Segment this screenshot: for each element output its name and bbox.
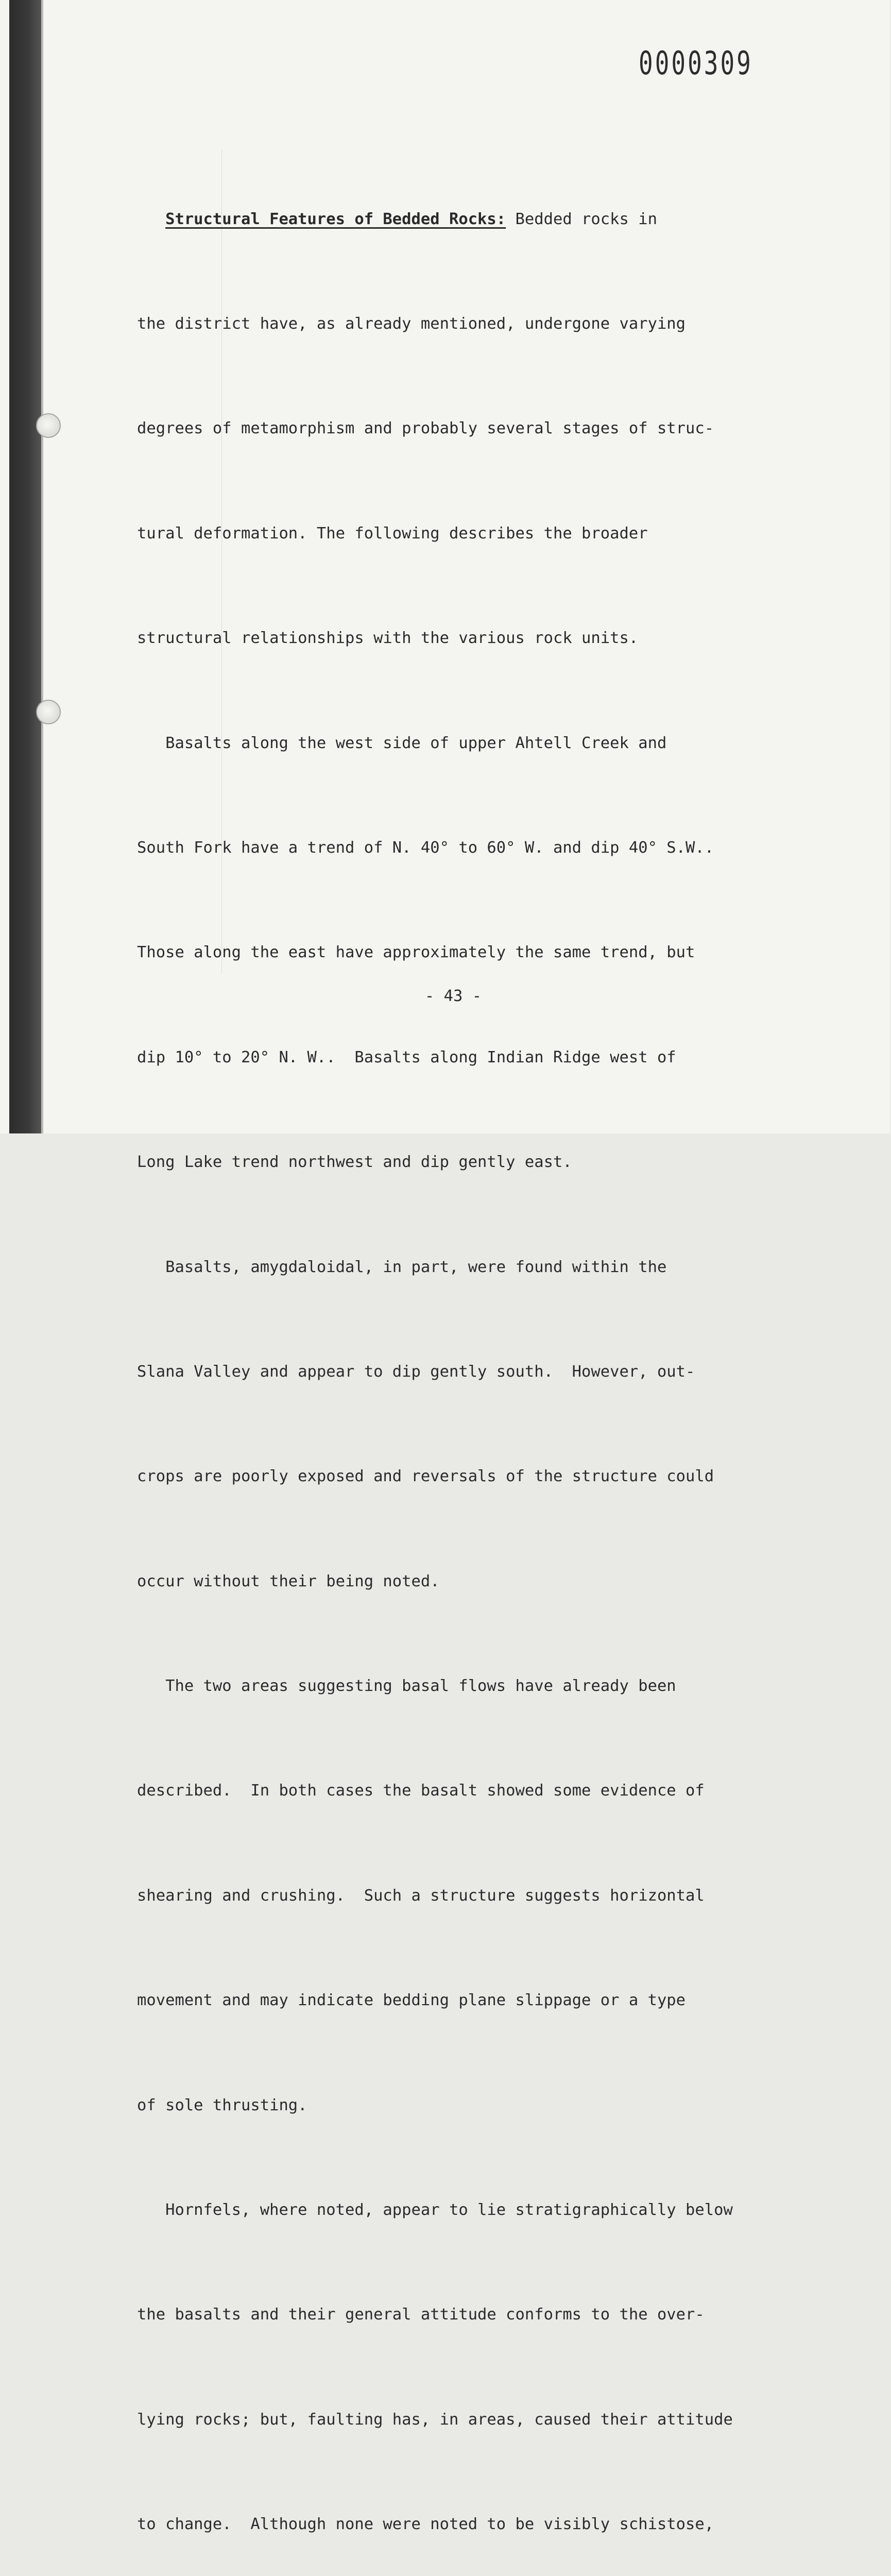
punch-hole bbox=[36, 413, 61, 438]
page-number: - 43 - bbox=[424, 987, 482, 1005]
punch-hole bbox=[36, 700, 61, 724]
text-line: occur without their being noted. bbox=[137, 1572, 440, 1590]
text-line: lying rocks; but, faulting has, in areas, caused their attitude bbox=[137, 2410, 733, 2429]
text-line: South Fork have a trend of N. 40° to 60° W. and dip 40° S.W.. bbox=[137, 838, 714, 857]
binding-edge bbox=[41, 0, 43, 1133]
text-line: Those along the east have approximately the same trend, but bbox=[137, 943, 695, 962]
text-line: Hornfels, where noted, appear to lie stratigraphically below bbox=[137, 2201, 733, 2219]
text-line: dip 10° to 20° N. W.. Basalts along Indian Ridge west of bbox=[137, 1048, 676, 1066]
text-line: tural deformation. The following describes the broader bbox=[137, 524, 648, 543]
text-line: of sole thrusting. bbox=[137, 2096, 307, 2114]
text-line: described. In both cases the basalt showed some evidence of bbox=[137, 1782, 705, 1800]
text-line: crops are poorly exposed and reversals of the structure could bbox=[137, 1467, 714, 1486]
text-line-content: Bedded rocks in bbox=[506, 210, 657, 228]
text-line: Basalts along the west side of upper Ahtell Creek and bbox=[137, 734, 667, 752]
text-line: shearing and crushing. Such a structure suggests horizontal bbox=[137, 1886, 705, 1905]
text-line: The two areas suggesting basal flows have already been bbox=[137, 1677, 676, 1696]
text-line: Slana Valley and appear to dip gently south. However, out- bbox=[137, 1362, 695, 1381]
text-line: movement and may indicate bedding plane slippage or a type bbox=[137, 1991, 686, 2010]
document-number: 0000309 bbox=[639, 44, 753, 82]
text-line bbox=[137, 202, 822, 237]
body-text bbox=[137, 132, 822, 2576]
text-line: Long Lake trend northwest and dip gently east. bbox=[137, 1153, 572, 1172]
text-line: degrees of metamorphism and probably several stages of struc- bbox=[137, 419, 714, 438]
text-line: to change. Although none were noted to be visibly schistose, bbox=[137, 2515, 714, 2534]
text-line: the basalts and their general attitude conforms to the over- bbox=[137, 2306, 705, 2324]
text-line: Basalts, amygdaloidal, in part, were found within the bbox=[137, 1258, 667, 1276]
binding-strip bbox=[9, 0, 41, 1133]
text-line: the district have, as already mentioned, undergone varying bbox=[137, 314, 686, 333]
text-line: structural relationships with the various rock units. bbox=[137, 629, 639, 648]
section-heading: Structural Features of Bedded Rocks: bbox=[165, 210, 506, 228]
